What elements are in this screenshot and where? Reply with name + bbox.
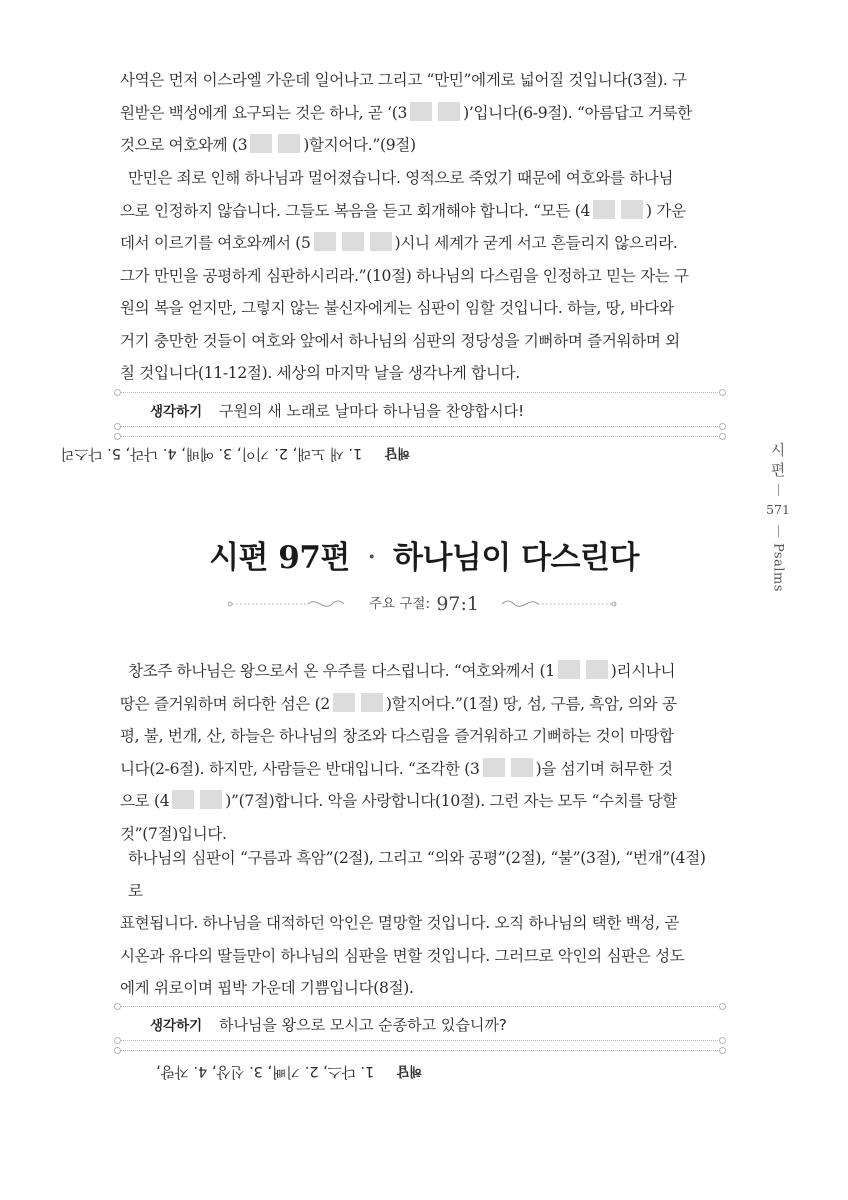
think-text: 구원의 새 노래로 날마다 하나님을 찬양합시다!: [218, 402, 525, 420]
side-char: 시: [770, 441, 786, 459]
key-verse-ref: 97:1: [436, 593, 479, 615]
chapter-title: [0, 532, 848, 577]
answer-label: 해답: [396, 1063, 422, 1078]
answer-text: 1. 새 노래, 2. 기이, 3. 예배, 4. 나라, 5. 다스리: [60, 445, 363, 461]
think-label: 생각하기: [150, 1018, 203, 1034]
text-line: 것”(7절)입니다.: [120, 824, 227, 843]
think-label: 생각하기: [150, 404, 203, 420]
answer-blank: [483, 758, 505, 777]
dotted-divider: [118, 426, 722, 427]
text-line: 그가 만민을 공평하게 심판하시리라.”(10절) 하나님의 다스림을 인정하고 믿는 자는 구: [120, 266, 689, 285]
text-line: 평, 불, 번개, 산, 하늘은 하나님의 창조와 다스림을 즐거워하고 기뻐하는 것이 마땅합: [120, 727, 674, 745]
answer-blank: [410, 102, 432, 121]
text-line: 칠 것입니다(11-12절). 세상의 마지막 날을 생각나게 합니다.: [120, 364, 520, 382]
answer-blank: [172, 790, 194, 809]
text-line: 땅은 즐거워하며 허다한 섬은 (2 )할지어다.”(1절) 땅, 섬, 구름, 흑암, 의와 공: [120, 694, 677, 713]
text-line: 사역은 먼저 이스라엘 가운데 일어나고 그리고 “만민”에게로 넓어질 것입니다(3절). 구: [120, 71, 687, 89]
title-sub: 하나님이 다스린다: [393, 540, 639, 576]
text-line: 하나님의 심판이 “구름과 흑암”(2절), 그리고 “의와 공평”(2절), “불”(3절), “번개”(4절)로: [128, 849, 706, 900]
text-line: 으로 인정하지 않습니다. 그들도 복음을 듣고 회개해야 합니다. “모든 (4 ) 가운: [120, 201, 686, 220]
text-line: 원받은 백성에게 요구되는 것은 하나, 곧 ‘(3 )’입니다(6-9절). “아름답고 거룩한: [120, 103, 692, 122]
think-row: [118, 400, 722, 421]
text-line: 으로 (4 )”(7절)합니다. 악을 사랑합니다(10절). 그런 자는 모두 “수치를 당할: [120, 792, 678, 810]
answer-blank: [621, 200, 643, 219]
answer-upside-down: [118, 1062, 722, 1083]
text-line: 니다(2-6절). 하지만, 사람들은 반대입니다. “조각한 (3 )을 섬기며 허무한 것: [120, 759, 673, 778]
side-connector: [778, 484, 779, 496]
text-line: 에게 위로이며 핍박 가운데 기쁨입니다(8절).: [120, 979, 414, 997]
answer-blank: [200, 790, 222, 809]
answer-blank: [593, 200, 615, 219]
answer-blank: [342, 232, 364, 251]
answer-blank: [370, 232, 392, 251]
answer-blank: [438, 102, 460, 121]
paragraph-4: [120, 842, 720, 1005]
answer-blank: [278, 134, 300, 153]
think-row: [118, 1014, 722, 1035]
answer-blank: [333, 693, 355, 712]
page-number: 571: [766, 502, 790, 517]
answer-blank: [586, 660, 608, 679]
ornament-right: [498, 594, 618, 614]
key-verse: [0, 592, 848, 615]
text-line: 시온과 유다의 딸들만이 하나님의 심판을 면할 것입니다. 그러므로 악인의 심판은 성도: [120, 946, 685, 965]
side-char: 편: [770, 461, 786, 479]
key-verse-label: 주요 구절:: [369, 596, 431, 612]
book-name: Psalms: [770, 543, 786, 592]
paragraph-1: [120, 64, 720, 162]
dotted-divider: [118, 436, 722, 437]
text-line: 데서 이르기를 여호와께서 (5 )시니 세계가 굳게 서고 흔들리지 않으리라.: [120, 234, 678, 252]
dotted-divider: [118, 1006, 722, 1007]
answer-upside-down: [60, 444, 722, 465]
answer-blank: [361, 693, 383, 712]
text-line: 것으로 여호와께 (3 )할지어다.”(9절): [120, 136, 416, 154]
text-line: 표현됩니다. 하나님을 대적하던 악인은 멸망할 것입니다. 오직 하나님의 택한 백성, 곧: [120, 914, 680, 932]
paragraph-3: [120, 655, 720, 850]
answer-blank: [250, 134, 272, 153]
answer-blank: [511, 758, 533, 777]
text-line: 창조주 하나님은 왕으로서 온 우주를 다스립니다. “여호와께서 (1 )리시나니: [128, 662, 676, 680]
answer-blank: [314, 232, 336, 251]
dotted-divider: [118, 1040, 722, 1041]
answer-label: 해답: [384, 445, 410, 460]
dotted-divider: [118, 392, 722, 393]
answer-blank: [558, 660, 580, 679]
text-line: 원의 복을 얻지만, 그렇지 않는 불신자에게는 심판이 임할 것입니다. 하늘, 땅, 바다와: [120, 299, 674, 317]
paragraph-2: [120, 162, 720, 390]
think-text: 하나님을 왕으로 모시고 순종하고 있습니까?: [218, 1016, 507, 1034]
dotted-divider: [118, 1050, 722, 1051]
text-line: 거기 충만한 것들이 여호와 앞에서 하나님의 심판의 정당성을 기뻐하며 즐거워하며 외: [120, 331, 680, 350]
title-separator: ·: [367, 544, 376, 570]
answer-text: 1. 다스, 2. 기뻐, 3. 신상, 4. 자랑,: [156, 1063, 375, 1079]
text-line: 만민은 죄로 인해 하나님과 멀어졌습니다. 영적으로 죽었기 때문에 여호와를 하나님: [128, 169, 674, 187]
title-main: 시편 97편: [209, 540, 350, 576]
